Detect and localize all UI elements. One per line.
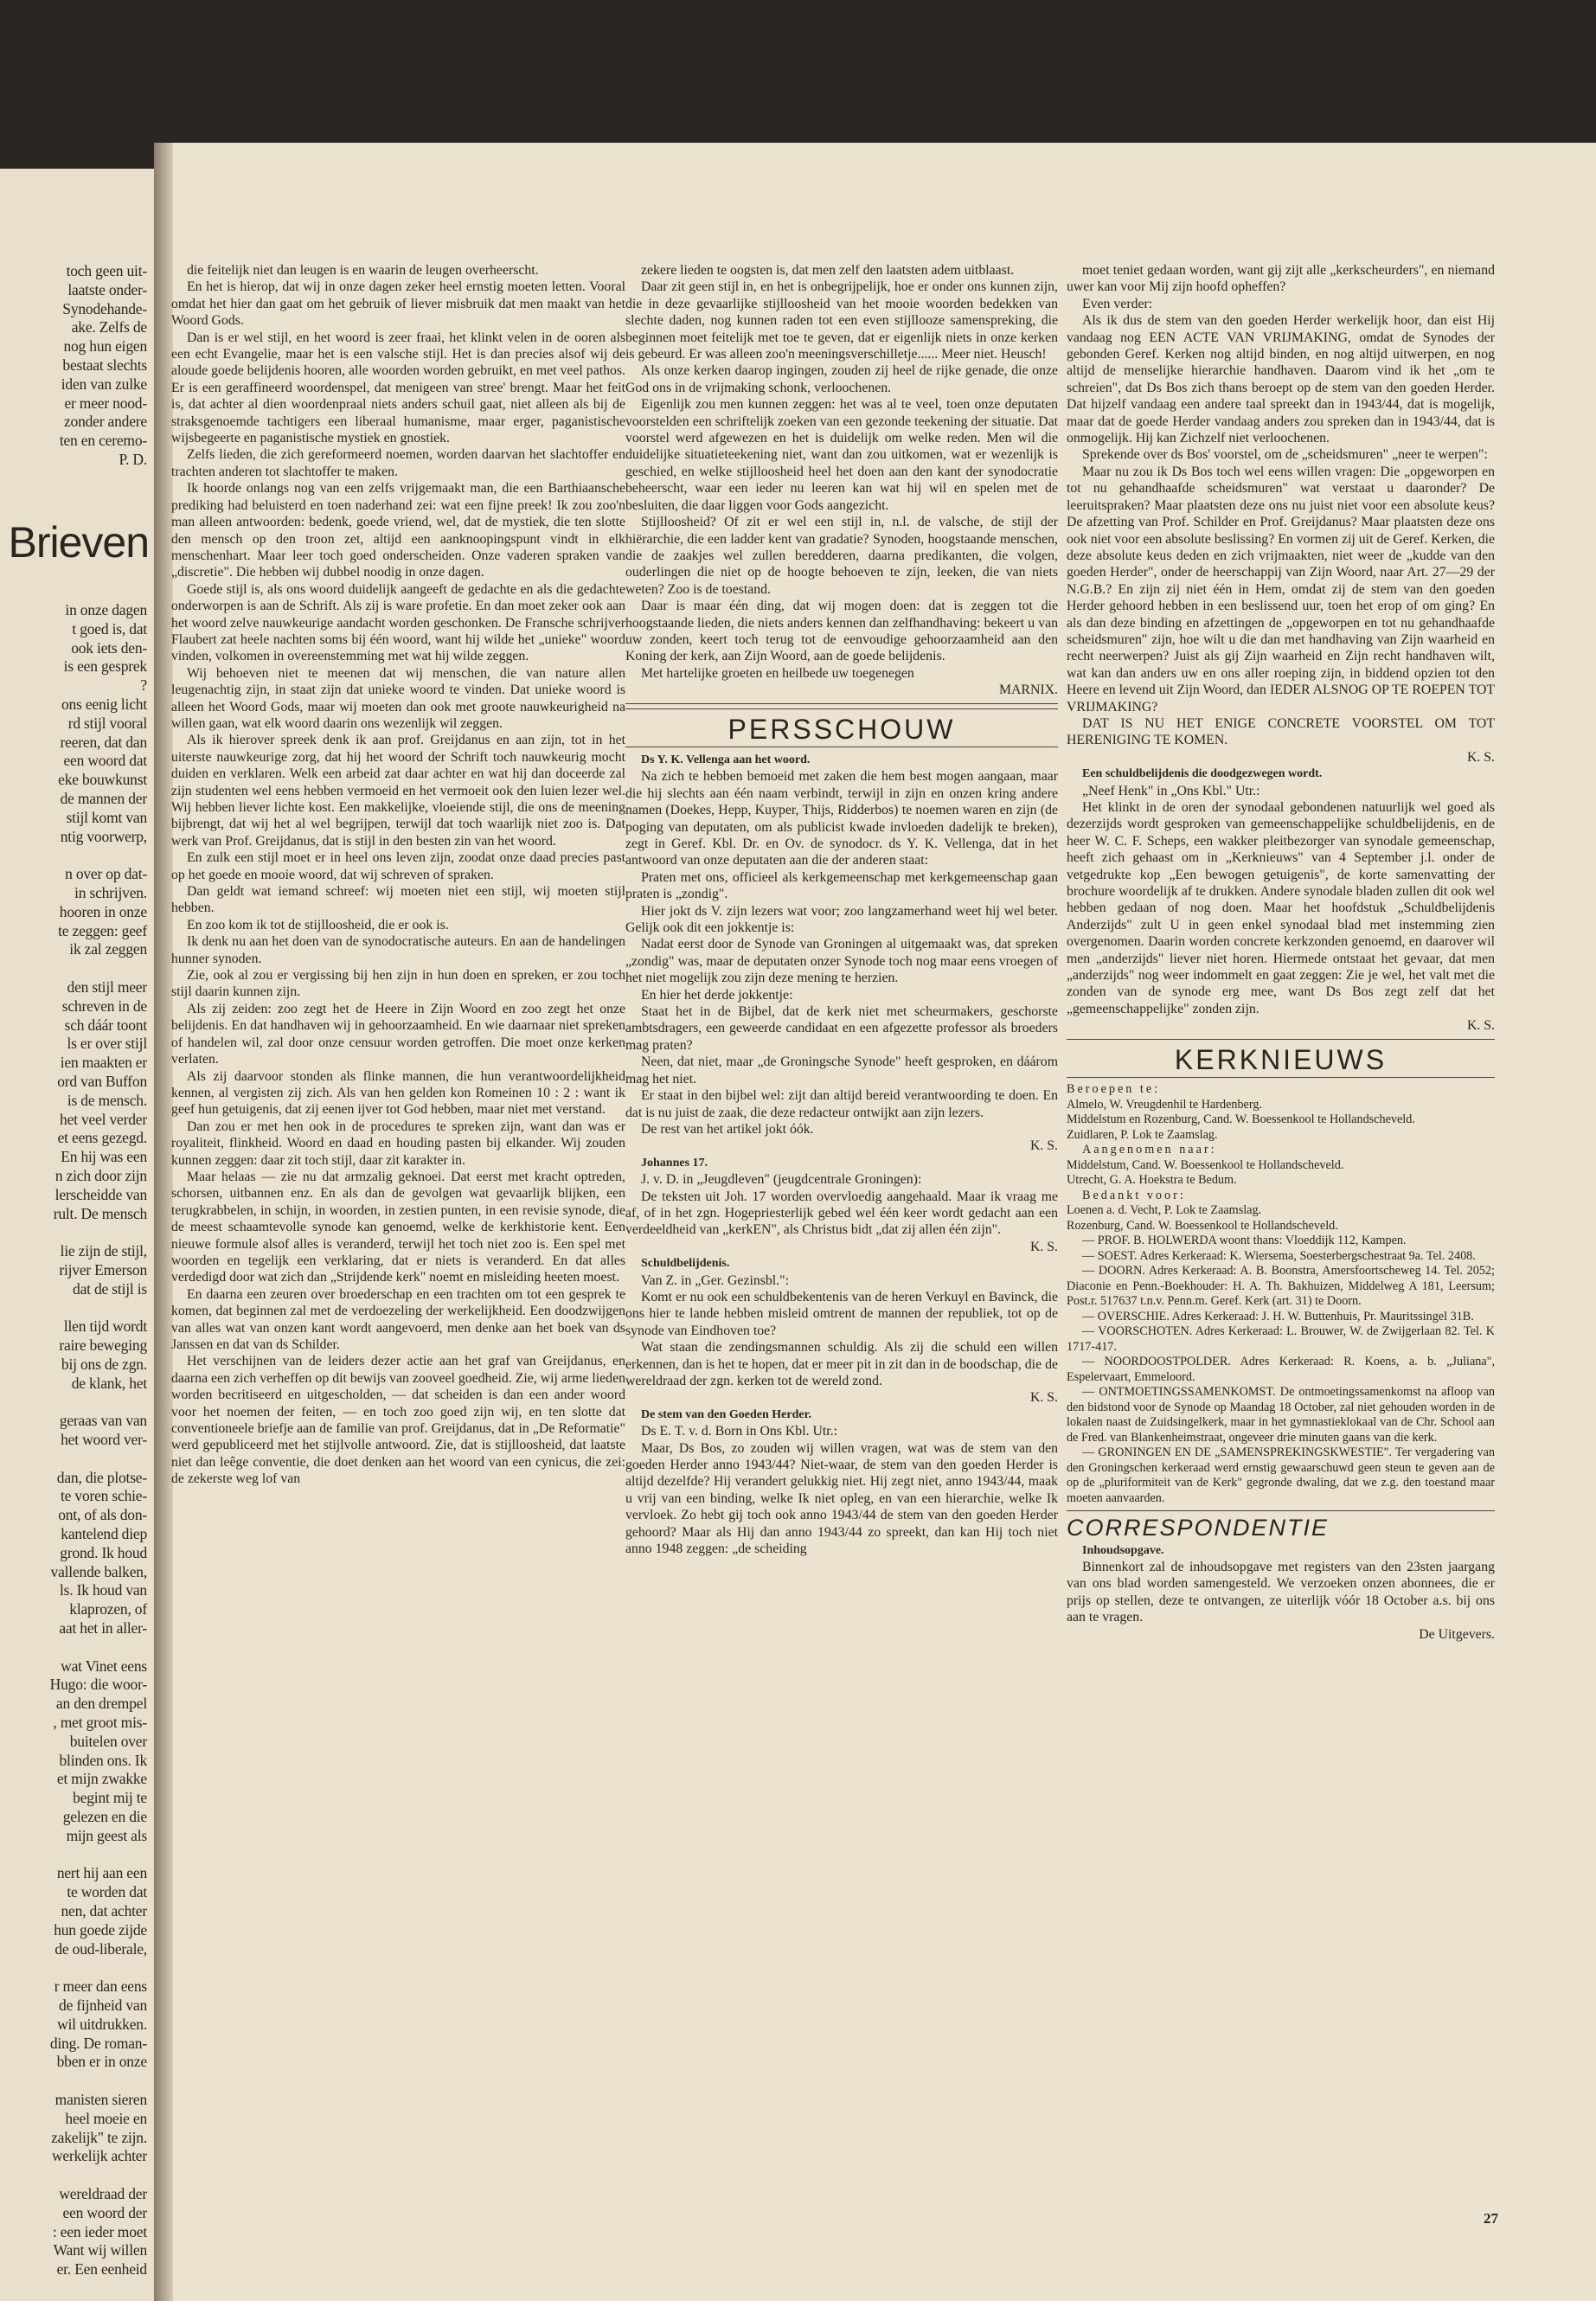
text-line: En hij was een bbox=[61, 1148, 147, 1166]
column-2 bbox=[625, 262, 1058, 1557]
paragraph: En hier het derde jokkentje: bbox=[641, 987, 793, 1003]
text-line: P. D. bbox=[119, 450, 147, 468]
text-line: een woord der bbox=[62, 2203, 147, 2221]
paragraph: Hier jokt ds V. zijn lezers wat voor; zoo langzamerhand weet hij wel beter. Gelijk ook dit een jokkentje is: bbox=[625, 903, 1058, 936]
text-line: ntig voorwerp, bbox=[60, 827, 147, 845]
list-beroepen: Almelo, W. Vreugdenhil te Hardenberg. Middelstum en Rozenburg, Cand. W. Boessenkool te Hollandscheveld. Zuidlaren, P. Lok te Zaamslag. bbox=[1067, 1097, 1415, 1142]
text-line: de oud-liberale, bbox=[54, 1939, 147, 1958]
paragraph: Zie, ook al zou er vergissing bij hen zijn in hun doen en spreken, er zou toch stijl daarin kunnen zijn. bbox=[171, 968, 625, 1000]
paragraph: Neen, dat niet, maar „de Groningsche Synode" heeft gesproken, en dáárom mag het niet. bbox=[625, 1054, 1058, 1086]
left-fragment-bottom-text bbox=[0, 601, 147, 2279]
paragraph: Met hartelijke groeten en heilbede uw toegenegen bbox=[641, 665, 914, 681]
text-line: wil uitdrukken. bbox=[57, 2015, 147, 2033]
paragraph: — DOORN. Adres Kerkeraad: A. B. Boonstra, Amersfoortscheweg 14. Tel. 2052; Diaconie en Penn.-Boekhouder: H. A. Th. Bakhuizen, Middelweg A 181, Leersum; Post.r. 517637 t.n.v. Penn.m. Geref. Kerk (art. 31) te Doorn. bbox=[1067, 1264, 1495, 1309]
paragraph: Als zij zeiden: zoo zegt het de Heere in Zijn Woord en zoo zegt het onze belijdenis. En dat handhaven wij in gehoorzaamheid. En wie daarnaar niet spreken of handelen wil, zal door onze censuur worden getroffen. Die moet onze kerken verlaten. bbox=[171, 1001, 625, 1067]
label-bedankt: Bedankt voor: bbox=[1082, 1188, 1186, 1202]
left-heading: Brieven bbox=[8, 518, 149, 567]
article-goede-herder bbox=[625, 1423, 1058, 1557]
paragraph: Het klinkt in de oren der synodaal gebondenen natuurlijk wel goed als dezerzijds wordt gesproken van gemeenschappelijke schuldbelijdenis, en de heer W. C. F. Scheps, een wakker pleitbezorger van synodale gemeenschap, heeft zich gehaast om in „Kerknieuws" van 4 September j.l. onder de vetgedrukte kop „Een bewogen getuigenis", de korte samenvatting der brochure woordelijk af te drukken. Andere synodale bladen zullen dit ook wel hebben gedaan of nog doen. Maar het hoofdstuk „Schuldbelijdenis Anderzijds" zult U in geen enkel synodaal blad met instemming zien overgenomen. Daarin worden concrete kerkzonden genoemd, en daarover wil men „anderzijds" liever niet horen. Hiermede ontstaat het gevaar, dat men „anderzijds" nog weer indommelt en gaat zeggen: Zie je wel, het valt met die zonden van de synode erg mee, want Ds Bos zegt zelf dat het „gemeenschappelijke" zonden zijn. bbox=[1067, 800, 1495, 1016]
text-line: dan, die plotse- bbox=[56, 1468, 147, 1486]
paragraph: Staat het in de Bijbel, dat de kerk niet met scheurmakers, geschorste ambtsdragers, een geweerde candidaat en een afgezette professor als broeders mag praten? bbox=[625, 1004, 1058, 1053]
subheading-schuldbelijdenis: Schuldbelijdenis. bbox=[641, 1257, 730, 1271]
paragraph: Er staat in den bijbel wel: zijt dan altijd bereid verantwoording te doen. En dat is nu juist de zaak, die deze redacteur ontwijkt aan zijn lezers. bbox=[625, 1088, 1058, 1120]
paragraph: Na zich te hebben bemoeid met zaken die hem best mogen aangaan, maar die hij slechts aan één naam verbindt, terwijl in zijn en onzen kring andere namen (Doekes, Hepp, Kuyper, Thijs, Ridderbos) te noemen waren en zijn (de poging van deputaten, om als publicist kwade invloeden dadelijk te breken), zegt in Geref. Kbl. Dr. en Ov. de synodocr. ds Y. K. Vellenga, dat in het antwoord van onze deputaten aan die der anderen staat: bbox=[625, 769, 1058, 868]
paragraph: Sprekende over ds Bos' voorstel, om de „scheidsmuren" „neer te werpen": bbox=[1082, 447, 1488, 463]
text-line: werkelijk achter bbox=[51, 2147, 147, 2165]
text-line: mijn geest als bbox=[66, 1826, 147, 1844]
text-line: buitelen over bbox=[69, 1732, 147, 1750]
text-line: wereldraad der bbox=[59, 2184, 147, 2202]
text-line: n zich door zijn bbox=[54, 1166, 147, 1184]
text-line: , met groot mis- bbox=[53, 1714, 147, 1732]
article-vellenga bbox=[625, 768, 1058, 1138]
text-line: eke bouwkunst bbox=[58, 771, 147, 789]
text-line bbox=[0, 846, 147, 865]
paragraph: Komt er nu ook een schuldbekentenis van de heren Verkuyl en Bavinck, die ons hier te lande hebben misleid omtrent de mannen der republiek, tot op de synode van Eindhoven toe? bbox=[625, 1289, 1058, 1338]
section-title-correspondentie: CORRESPONDENTIE bbox=[1067, 1515, 1330, 1541]
text-line: lerscheidde van bbox=[54, 1185, 147, 1203]
paragraph: Ds E. T. v. d. Born in Ons Kbl. Utr.: bbox=[641, 1424, 838, 1439]
divider bbox=[1067, 1077, 1495, 1078]
subheading-inhoudsopgave: Inhoudsopgave. bbox=[1082, 1543, 1164, 1557]
paragraph: Stijlloosheid? Of zit er wel een stijl in, n.l. de valsche, de stijl der hiërarchie, die een ladder kent van gradatie? Synoden, hoogstaande menschen, die de zaakjes wel zullen beredderen, daarna predikanten, die volgen, ouderlingen die niet op de hoogte behoeven te zijn, leeken, die van niets weten? Zoo is de toestand. bbox=[625, 515, 1058, 597]
section-title-persschouw: PERSSCHOUW bbox=[727, 713, 956, 745]
paragraph: Daar is maar één ding, dat wij mogen doen: dat is zeggen tot die hoogstaande lieden, die niets anders kennen dan zelfhandhaving: bekeert u van uw zonden, keert toch terug tot de eenvoudige gehoorzaamheid aan den Koning der kerk, aan Zijn Woord, aan de goede belijdenis. bbox=[625, 599, 1058, 664]
text-line: bestaat slechts bbox=[62, 356, 147, 374]
article-goede-herder-continued bbox=[1067, 262, 1495, 749]
paragraph: — VOORSCHOTEN. Adres Kerkeraad: L. Brouwer, W. de Zwijgerlaan 82. Tel. K 1717-417. bbox=[1067, 1324, 1495, 1354]
text-line: blinden ons. Ik bbox=[59, 1751, 147, 1769]
paragraph: Zelfs lieden, die zich gereformeerd noemen, worden daarvan het slachtoffer en trachten anderen tot slachtoffer te maken. bbox=[171, 447, 625, 479]
paragraph: Eigenlijk zou men kunnen zeggen: het was al te veel, toen onze deputaten voorstelden een schriftelijk zoeken van een gezonde teekening der situatie. Dat voorstel werd afgewezen en het is duidelijk om welke reden. Men wil die duidelijke situatieteekening niet, want dan zou uitkomen, wat er wezenlijk is geschied, en welke stijlloosheid heel het doen aan den kant der synodocratie beheerscht, waar een ieder nu leeren kan wat hij wil en spelen met de besluiten, die daar liggen voor Gods aangezicht. bbox=[625, 397, 1058, 513]
text-line: zonder andere bbox=[63, 413, 147, 431]
text-line: sch dáár toont bbox=[64, 1016, 147, 1034]
text-line: t goed is, dat bbox=[72, 619, 147, 638]
text-line: an den drempel bbox=[55, 1695, 147, 1713]
divider bbox=[625, 708, 1058, 709]
subheading-vellenga: Ds Y. K. Vellenga aan het woord. bbox=[641, 753, 811, 766]
subheading-johannes: Johannes 17. bbox=[641, 1156, 708, 1170]
signature: K. S. bbox=[1466, 749, 1495, 765]
text-line: te voren schie- bbox=[60, 1487, 147, 1505]
paragraph: die feitelijk niet dan leugen is en waarin de leugen overheerscht. bbox=[187, 263, 539, 278]
label-beroepen: Beroepen te: bbox=[1067, 1082, 1161, 1097]
paragraph: Praten met ons, officieel als kerkgemeenschap met kerkgemeenschap gaan praten is „zondig". bbox=[625, 869, 1058, 902]
text-line: nert hij aan een bbox=[56, 1864, 147, 1882]
text-line: den stijl meer bbox=[67, 977, 147, 996]
text-line: Want wij willen bbox=[53, 2241, 147, 2259]
text-line: is de mensch. bbox=[67, 1091, 147, 1109]
text-line: llen tijd wordt bbox=[63, 1317, 147, 1336]
paragraph: — GRONINGEN EN DE „SAMENSPREKINGSKWESTIE". Ter vergadering van den Groningschen kerkeraad werd ernstig gewaarschuwd geen steun te geven aan de op de „pluriformiteit van de Kerk" gegronde dwaling, dat we z.g. den toestand maar moeten aanvaarden. bbox=[1067, 1445, 1495, 1505]
signature-uitgevers: De Uitgevers. bbox=[1419, 1626, 1495, 1642]
text-line: ook iets den- bbox=[71, 638, 147, 657]
letter-continuation bbox=[625, 262, 1058, 682]
text-line: ord van Buffon bbox=[57, 1072, 147, 1090]
text-line: wat Vinet eens bbox=[61, 1657, 147, 1675]
text-line: et eens gezegd. bbox=[57, 1129, 147, 1147]
signature: K. S. bbox=[1029, 1390, 1058, 1406]
text-line bbox=[0, 1223, 147, 1242]
list-aangenomen: Middelstum, Cand. W. Boessenkool te Hollandscheveld. Utrecht, G. A. Hoekstra te Bedum. bbox=[1067, 1157, 1344, 1188]
text-line: te zeggen: geef bbox=[58, 921, 147, 939]
article-schuldbelijdenis bbox=[625, 1272, 1058, 1390]
paragraph: Ik hoorde onlangs nog van een zelfs vrijgemaakt man, die een Barthiaansche prediking had beluisterd en toen naderhand zei: wat een fijne preek! Ik zou zoo'n man alleen antwoorden: bedenk, goede vriend, wel, dat de mystiek, die ten slotte den mensch op den troon zet, altijd een aanknoopingspunt vindt in elk menschenhart. Maar leer toch goed onderscheiden. Onze vaderen spraken van „discretie". Die hebben wij dubbel noodig in onze dagen. bbox=[171, 481, 625, 580]
paragraph: zekere lieden te oogsten is, dat men zelf den laatsten adem uitblaast. bbox=[641, 263, 1015, 278]
text-line: toch geen uit- bbox=[66, 262, 147, 279]
text-line: lie zijn de stijl, bbox=[60, 1242, 147, 1260]
text-line: rd stijl vooral bbox=[67, 714, 147, 732]
text-line: : een ieder moet bbox=[52, 2222, 147, 2240]
divider bbox=[1067, 1039, 1495, 1040]
section-title-kerknieuws: KERKNIEUWS bbox=[1174, 1043, 1388, 1075]
paragraph: Als zij daarvoor stonden als flinke mannen, die hun verantwoordelijkheid kennen, al vergisten zij zich. Als van hen gelden kon Romeinen 10 : 2 : want ik geef hun getuigenis, dat zij eenen ijver tot God hebben, maar niet met verstand. bbox=[171, 1068, 625, 1118]
text-line: rult. De mensch bbox=[53, 1204, 147, 1222]
paragraph: — SOEST. Adres Kerkeraad: K. Wiersema, Soesterbergschestraat 9a. Tel. 2408. bbox=[1082, 1248, 1476, 1263]
text-line: te worden dat bbox=[67, 1883, 147, 1901]
divider bbox=[625, 703, 1058, 704]
text-line: begint mij te bbox=[73, 1789, 147, 1807]
signature: K. S. bbox=[1029, 1239, 1058, 1254]
paragraph: moet teniet gedaan worden, want gij zijt alle „kerkscheurders", en niemand uwer kan voor Mij zijn hoofd opheffen? bbox=[1067, 263, 1495, 295]
paragraph: Ik denk nu aan het doen van de synodocratische auteurs. En aan de handelingen hunner synoden. bbox=[171, 934, 625, 966]
text-line: bben er in onze bbox=[56, 2053, 147, 2071]
paragraph: En daarna een zeuren over broederschap en een trachten om tot een gesprek te komen, dat beginnen zal met de verdoezeling der werkelijkheid. Een doodzwijgen van alles wat van onzen kant wordt aangevoerd, men denke aan het boek van ds Janssen en dat van ds Schilder. bbox=[171, 1286, 625, 1352]
text-line bbox=[0, 1393, 147, 1412]
text-line: grond. Ik houd bbox=[60, 1543, 147, 1561]
text-line: het woord ver- bbox=[61, 1431, 147, 1449]
text-line: een woord dat bbox=[63, 752, 147, 770]
text-line: iden van zulke bbox=[61, 375, 147, 393]
text-line: zakelijk" te zijn. bbox=[51, 2128, 147, 2146]
article-johannes bbox=[625, 1171, 1058, 1239]
text-line bbox=[0, 1958, 147, 1977]
text-line: reeren, dat dan bbox=[60, 733, 147, 751]
text-line: rijver Emerson bbox=[59, 1260, 147, 1279]
text-line: ik zal zeggen bbox=[69, 940, 147, 958]
paragraph: Daar zit geen stijl in, en het is onbegrijpelijk, hoe er onder ons kunnen zijn, die in deze gevaarlijke stijlloosheid van het mooie woorden bedekken van slechte daden, nog kunnen raden tot een even stijllooze samenspreking, die beginnen moet feitelijk met toe te geven, dat er eigenlijk niets in onze kerken is gebeurd. Er was alleen zoo'n meeningsverschilletje...... Meer niet. Heusch! bbox=[625, 279, 1058, 362]
paragraph: Als ik hierover spreek denk ik aan prof. Greijdanus en aan zijn, tot in het uiterste nauwkeurige zorg, dat hij het woord der Schrift toch nauwkeurig mocht duiden en verklaren. Welk een arbeid zat daar achter en wat hij dan doceerde zal zijn studenten wel eens hebben vermoeid en het vermoeit ook den luien lezer wel. Wij hebben liever lichte kost. Een makkelijke, vloeiende stijl, die ons de meening bijbrengt, dat wij het al wel begrijpen, terwijl dat toch waarlijk niet zoo is. Dat werk van Prof. Greijdanus, dat is stijl in den besten zin van het woord. bbox=[171, 733, 625, 849]
text-line: et mijn zwakke bbox=[56, 1770, 147, 1788]
paragraph: Goede stijl is, als ons woord duidelijk aangeeft de gedachte en als die gedachte onderworpen is aan de Schrift. Als zij is ware profetie. En dan moet zeker ook aan het woord zelve nauwkeurige aandacht worden geschonken. De Fransche schrijver Flaubert zat heele nachten soms bij één woord, want hij wilde het „unieke" woord vinden, volkomen in overeenstemming met wat hij wilde zeggen. bbox=[171, 581, 625, 664]
text-line: ? bbox=[140, 676, 147, 695]
column-3 bbox=[1067, 262, 1495, 1643]
text-line: ls. Ik houd van bbox=[59, 1581, 147, 1599]
subheading-goede-herder: De stem van den Goeden Herder. bbox=[641, 1407, 812, 1421]
paragraph: Nadat eerst door de Synode van Groningen al uitgemaakt was, dat spreken „zondig" was, maar de deputaten onzer Synode toch nog maar eens vroegen of het niet mogelijk zou zijn deze mening te herzien. bbox=[625, 937, 1058, 986]
subheading-schuldbelijdenis-doodgezwegen: Een schuldbelijdenis die doodgezwegen wordt. bbox=[1082, 767, 1323, 781]
paragraph: Wat staan die zendingsmannen schuldig. Als zij die schuld een willen erkennen, dan is het te hopen, dat er meer pit in zit dan in de boodschap, die de wereldraad der zgn. kerken tot de wereld zond. bbox=[625, 1340, 1058, 1388]
paragraph: — ONTMOETINGSSAMENKOMST. De ontmoetingssamenkomst na afloop van den bidstond voor de Synode op Maandag 18 October, zal niet gehouden worden in de lokalen naast de Zuidsingelkerk, maar in het gymnastieklokaal van de Chr. School aan de Fred. van Blankenheimstraat, ongeveer drie minuten gaans van die kerk. bbox=[1067, 1385, 1495, 1445]
text-line bbox=[0, 959, 147, 978]
column-1 bbox=[171, 262, 625, 1488]
paragraph: Maar helaas — zie nu dat armzalig geknoei. Dat eerst met kracht optreden, schorsen, uitbannen enz. En als dan de gevolgen wat gevaarlijk blijken, een terugkrabbelen, in schijn, in woorden, in zestien punten, in een revisie synode, die de meest schaamtevolle synode kan genoemd, welke de kerkhistorie kent. Een nieuwe formule alsof alles is veranderd, terwijl het toch niet zoo is. Een spel met woorden en tegelijk een verklaring, dat er niets is veranderd. En dat alles verdedigd door wat zich dan „Strijdende kerk" noemt en misleiding heeten moest. bbox=[171, 1169, 625, 1285]
paragraph: Als onze kerken daarop ingingen, zouden zij heel de rijke genade, die onze God ons in de vrijmaking schonk, verloochenen. bbox=[625, 363, 1058, 395]
paragraph: Het verschijnen van de leiders dezer actie aan het graf van Greijdanus, en daarna een zich verheffen op dit bewijs van zooveel goedheid. Zie, wij arme lieden worden becritiseerd en uitgescholden, — dat scheiden is dan een ander woord voor het noemen der feiten, — en toch zoo goed zijn wij, en ten slotte dat conventioneele briefje aan de familie van prof. Greijdanus, dat in „De Reformatie" werd gepubliceerd met het stijlvolle antwoord. Zie, dat is stijlloosheid, dat laatste niet dan leêge conventie, die doet denken aan het woord van een cynicus, die zei: de zekerste weg lof van bbox=[171, 1354, 625, 1487]
paragraph: „Neef Henk" in „Ons Kbl." Utr.: bbox=[1082, 783, 1260, 798]
signature-marnix: MARNIX. bbox=[998, 683, 1058, 698]
text-line bbox=[0, 2072, 147, 2091]
article-schuldbelijdenis-doodgezwegen bbox=[1067, 783, 1495, 1018]
text-line: r meer dan eens bbox=[54, 1977, 147, 1996]
text-line bbox=[0, 2166, 147, 2185]
paragraph: De rest van het artikel jokt óók. bbox=[641, 1121, 814, 1137]
signature: K. S. bbox=[1029, 1138, 1058, 1154]
text-line bbox=[0, 1846, 147, 1865]
text-line: ten en ceremo- bbox=[59, 432, 147, 450]
text-line: in onze dagen bbox=[65, 601, 147, 619]
left-page-fragment bbox=[0, 169, 154, 2301]
paragraph: Maar, Ds Bos, zo zouden wij willen vragen, wat was de stem van den goeden Herder anno 1943/44? Niet-waar, de stem van den goeden Herder is altijd dezelfde? Hij verandert gelukkig niet. Hij zegt niet, anno 1943/44, maak u vrij van een binding, welke Ik niet opleg, en van een hierarchie, welke Ik vervloek. Zo hebt gij toch ook anno 1943/44 de stem van den goeden Herder gehoord? Maar als Hij dan anno 1943/44 zo spreekt, dan kan Hij toch niet anno 1948 zeggen: „de scheiding bbox=[625, 1440, 1058, 1557]
paragraph: De teksten uit Joh. 17 worden overvloedig aangehaald. Maar ik vraag me af, of in het zgn. Hogepriesterlijk gebed wel één keer wordt gedacht aan een verdeeldheid van „kerkEN", als Christus bidt „dat zij allen één zijn". bbox=[625, 1189, 1058, 1238]
text-line: schreven in de bbox=[61, 997, 147, 1015]
text-line: nog hun eigen bbox=[63, 337, 147, 356]
paragraph: Wij behoeven niet te meenen dat wij menschen, die van nature allen leugenachtig zijn, in staat zijn dat unieke woord te vinden. Dat unieke woord is alleen het Woord Gods, maar wij moeten dan ook met groote nauwkeurigheid na willen gaan, wat elk woord daarin ons wezenlijk wil zeggen. bbox=[171, 665, 625, 731]
list-bedankt: Loenen a. d. Vecht, P. Lok te Zaamslag. Rozenburg, Cand. W. Boessenkool te Hollandscheveld. bbox=[1067, 1203, 1338, 1233]
text-line: n over op dat- bbox=[65, 865, 147, 883]
divider bbox=[1067, 1510, 1495, 1511]
text-line: de mannen der bbox=[60, 789, 147, 807]
text-line: Hugo: die woor- bbox=[49, 1676, 147, 1694]
text-line: geraas van van bbox=[59, 1412, 147, 1430]
paragraph: Van Z. in „Ger. Gezinsbl.": bbox=[641, 1272, 789, 1288]
paragraph: Even verder: bbox=[1082, 296, 1153, 311]
paragraph: En zulk een stijl moet er in heel ons leven zijn, zoodat onze daad precies past op het goede en mooie woord, dat wij schreven of spraken. bbox=[171, 850, 625, 882]
text-line: ake. Zelfs de bbox=[71, 318, 147, 336]
paragraph: J. v. D. in „Jeugdleven" (jeugdcentrale Groningen): bbox=[641, 1172, 922, 1188]
correspondentie-text: Binnenkort zal de inhoudsopgave met registers van den 23sten jaargang van ons blad worden samengesteld. We verzoeken onzen abonnees, die er prijs op stellen, deze te ontvangen, ze uiterlijk vóór 18 October a.s. bij ons aan te vragen. bbox=[1067, 1559, 1495, 1625]
text-line: het veel verder bbox=[60, 1110, 147, 1128]
text-line: kantelend diep bbox=[61, 1525, 147, 1543]
text-line: is een gesprek bbox=[63, 657, 147, 676]
text-line: stijl komt van bbox=[66, 808, 147, 826]
paragraph: Dan is er wel stijl, en het woord is zeer fraai, het klinkt velen in de ooren als een echt Evangelie, maar het is een valsche stijl. Het is dan precies alsof wij de aloude goede belijdenis hooren, alle woorden worden gebruikt, en met veel pathos. Er is een geraffineerd woordenspel, dat menigeen van stree' brengt. Maar het feit is, dat achter al dien woordenpraal niets anders schuil gaat, niet alleen als bij de straksgenoemde tachtigers een liberaal humanisme, maar erger, paganistische wijsbegeerte en paganistische mystiek en gnostiek. bbox=[171, 330, 625, 446]
text-line: vallende balken, bbox=[50, 1562, 147, 1580]
text-line: bij ons de zgn. bbox=[61, 1355, 147, 1373]
text-line: ding. De roman- bbox=[49, 2034, 147, 2052]
label-aangenomen: Aangenomen naar: bbox=[1082, 1143, 1217, 1157]
text-line: er. Een eenheid bbox=[56, 2260, 147, 2279]
text-line: Synodehande- bbox=[62, 299, 147, 317]
paragraph: Dan geldt wat iemand schreef: wij moeten niet een stijl, wij moeten stijl hebben. bbox=[171, 884, 625, 916]
text-line: hooren in onze bbox=[59, 902, 147, 920]
text-line: raire beweging bbox=[59, 1336, 147, 1355]
text-line: de fijnheid van bbox=[59, 1996, 147, 2014]
text-line: ont, of als don- bbox=[58, 1506, 147, 1524]
signature: K. S. bbox=[1466, 1018, 1495, 1034]
text-line: laatste onder- bbox=[67, 280, 147, 298]
paragraph: En het is hierop, dat wij in onze dagen zeker heel ernstig moeten letten. Vooral omdat het hier dan gaat om het gebruik of liever misbruik dat men maakt van het Woord Gods. bbox=[171, 279, 625, 329]
kerknieuws-items bbox=[1067, 1234, 1495, 1506]
paragraph: DAT IS NU HET ENIGE CONCRETE VOORSTEL OM TOT HERENIGING TE KOMEN. bbox=[1067, 715, 1495, 748]
text-line: aat het in aller- bbox=[59, 1619, 147, 1638]
text-line: manisten sieren bbox=[54, 2090, 147, 2108]
text-line: klaprozen, of bbox=[69, 1600, 147, 1618]
text-line bbox=[0, 1450, 147, 1469]
text-line: er meer nood- bbox=[64, 394, 147, 412]
text-line: gelezen en die bbox=[62, 1808, 147, 1825]
paragraph: — PROF. B. HOLWERDA woont thans: Vloeddijk 112, Kampen. bbox=[1082, 1234, 1407, 1248]
text-line: ien maakten er bbox=[60, 1054, 147, 1072]
paragraph: Als ik dus de stem van den goeden Herder werkelijk hoor, dan eist Hij vandaag nog EEN ACTE VAN VRIJMAKING, omdat de Synodes der gebonden Geref. Kerken nog altijd binden, en nog altijd uitwerpen, en nog altijd de menselijke hierarchie handhaven. Daarom vind ik het „om te schreien", dat Ds Bos zich thans beroept op de stem van den goeden Herder. Dat hijzelf vandaag een andere taal spreekt dan in 1943/44, dat is mogelijk, maar dat de goede Herder vandaag anders zou spreken dan in 1943/44, dat is onmogelijk. Hij kan Zichzelf niet verloochenen. bbox=[1067, 313, 1495, 446]
page-gutter bbox=[154, 143, 173, 2301]
text-line: dat de stijl is bbox=[73, 1279, 147, 1298]
paragraph: En zoo kom ik tot de stijlloosheid, die er ook is. bbox=[187, 917, 449, 933]
paragraph: Dan zou er met hen ook in de procedures te spreken zijn, want dan was er royaliteit, flinkheid. Woord en daad en houding pasten bij elkander. Wij zouden kunnen zeggen: daar zit toch stijl, daar zit karakter in. bbox=[171, 1118, 625, 1168]
text-line bbox=[0, 1298, 147, 1317]
text-line bbox=[0, 1638, 147, 1657]
text-line: ons eenig licht bbox=[61, 695, 147, 713]
text-line: hun goede zijde bbox=[54, 1920, 147, 1939]
left-fragment-top-text bbox=[0, 262, 147, 470]
paragraph: — OVERSCHIE. Adres Kerkeraad: J. H. W. Buttenhuis, Pr. Mauritssingel 31B. bbox=[1082, 1309, 1474, 1324]
text-line: de klank, het bbox=[71, 1374, 147, 1392]
text-line: ls er over stijl bbox=[67, 1035, 147, 1053]
text-line: nen, dat achter bbox=[61, 1901, 147, 1920]
paragraph: Maar nu zou ik Ds Bos toch wel eens willen vragen: Die „opgeworpen en tot nu gehandhaafde scheidsmuren" wat verstaat u daaronder? De leeruitspraken? Maar plaatsten deze ons nu juist niet voor een absolute keus? De afzetting van Prof. Schilder en Prof. Greijdanus? Maar plaatsten deze ons ook niet voor een absolute beslissing? En vormen zij uit de Geref. Kerken, die deze absolute keus deden en zich vrijmaakten, niet weer de „kudde van den goeden Herder", onder de heerschappij van Zijn Woord, naar Art. 27—29 der N.G.B.? En zijn zij niet één in Hem, omdat zij de stem van den goeden Herder gehoord hebben in een beslissend uur, toen het erop of om ging? En als dan deze binding en afzettingen de „opgeworpen en tot nu gehandhaafde scheidsmuren" zijn, hoe wilt u die dan met handhaving van Zijn waarheid en recht neerwerpen? Juist als gij Zijn waarheid en Zijn recht handhaven wilt, wat kan dan anders uw en ons aller roeping zijn, in biddend opzien tot den Heere en levend uit Zijn Woord, dan IEDER ALSNOG OP TE ROEPEN TOT VRIJMAKING? bbox=[1067, 464, 1495, 715]
paragraph: — NOORDOOSTPOLDER. Adres Kerkeraad: R. Koens, a. b. „Juliana", Espelervaart, Emmeloord. bbox=[1067, 1355, 1495, 1384]
page-number: 27 bbox=[1484, 2210, 1498, 2227]
text-line: in schrijven. bbox=[74, 883, 147, 901]
text-line: heel moeie en bbox=[65, 2109, 147, 2127]
